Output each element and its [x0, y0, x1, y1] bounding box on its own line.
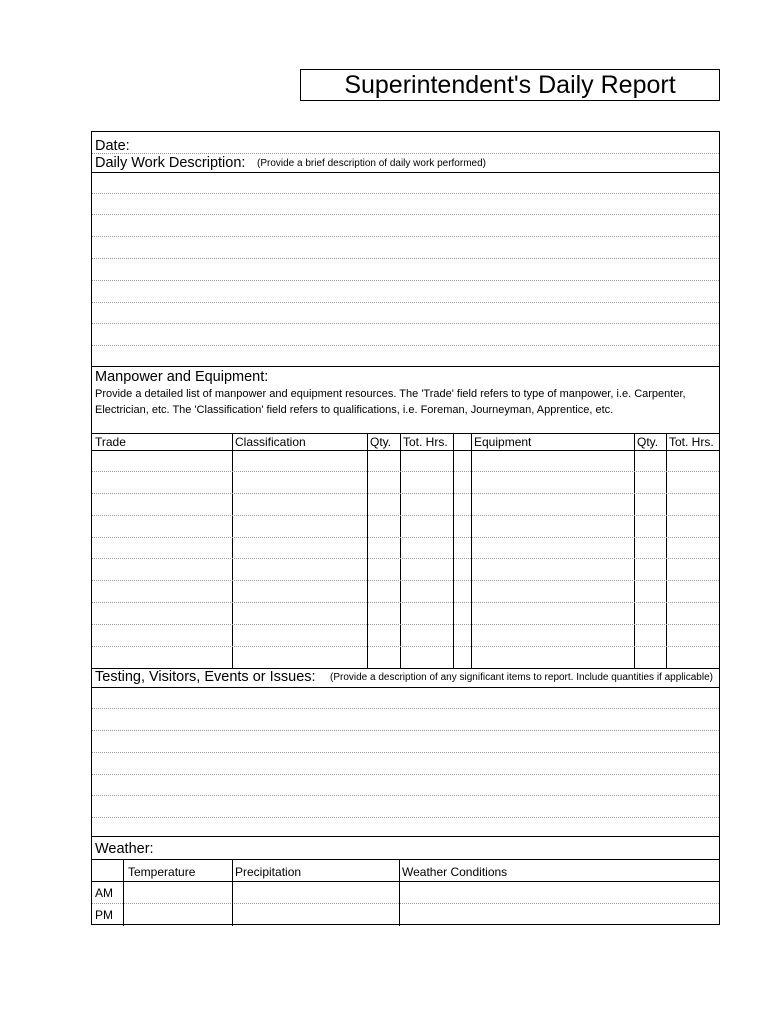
col-temperature: Temperature [128, 865, 196, 879]
testing-line [92, 708, 719, 709]
manpower-rows[interactable] [92, 450, 719, 668]
table-row [92, 493, 719, 494]
work-description-hint: (Provide a brief description of daily work performed) [257, 158, 486, 169]
report-form [91, 131, 720, 925]
testing-line [92, 795, 719, 796]
table-row [92, 624, 719, 625]
testing-hint: (Provide a description of any significant items to report. Include quantities if applicable) [330, 672, 713, 683]
work-line [92, 323, 719, 324]
report-title: Superintendent's Daily Report [300, 69, 720, 101]
testing-field[interactable] [92, 687, 719, 836]
table-row [92, 646, 719, 647]
table-row [92, 558, 719, 559]
weather-label: Weather: [95, 841, 154, 857]
col-classification: Classification [235, 435, 306, 449]
weather-table-top [92, 859, 719, 860]
manpower-label: Manpower and Equipment: [95, 369, 269, 385]
col-weather-conditions: Weather Conditions [402, 865, 508, 879]
col-equipment-qty: Qty. [637, 435, 659, 449]
work-line [92, 302, 719, 303]
table-row [92, 580, 719, 581]
weather-fields[interactable] [124, 882, 719, 925]
work-line [92, 258, 719, 259]
col-precipitation: Precipitation [235, 865, 302, 879]
manpower-table-top [92, 433, 719, 434]
table-row [92, 602, 719, 603]
row-pm: PM [95, 908, 113, 922]
col-equipment-tot-hrs: Tot. Hrs. [669, 435, 714, 449]
work-description-label: Daily Work Description: [95, 155, 246, 171]
weather-section-top [92, 836, 719, 837]
col-tot-hrs: Tot. Hrs. [403, 435, 448, 449]
testing-line [92, 817, 719, 818]
manpower-section-top [92, 366, 719, 367]
work-line [92, 193, 719, 194]
work-line [92, 214, 719, 215]
testing-label: Testing, Visitors, Events or Issues: [95, 669, 316, 685]
table-row [92, 471, 719, 472]
testing-line [92, 774, 719, 775]
manpower-description-line2: Electrician, etc. The 'Classification' field refers to qualifications, i.e. Foreman, Journeyman, Apprentice, etc. [95, 404, 614, 416]
col-trade: Trade [95, 435, 126, 449]
testing-line [92, 752, 719, 753]
testing-line [92, 730, 719, 731]
work-line [92, 236, 719, 237]
work-description-field[interactable] [92, 172, 719, 366]
row-am: AM [95, 886, 113, 900]
work-line [92, 345, 719, 346]
date-label: Date: [95, 138, 130, 154]
manpower-description-line1: Provide a detailed list of manpower and equipment resources. The 'Trade' field refers to type of manpower, i.e. Carpenter, [95, 388, 686, 400]
col-equipment: Equipment [474, 435, 532, 449]
col-qty: Qty. [370, 435, 392, 449]
table-row [92, 537, 719, 538]
table-row [92, 515, 719, 516]
work-line [92, 280, 719, 281]
